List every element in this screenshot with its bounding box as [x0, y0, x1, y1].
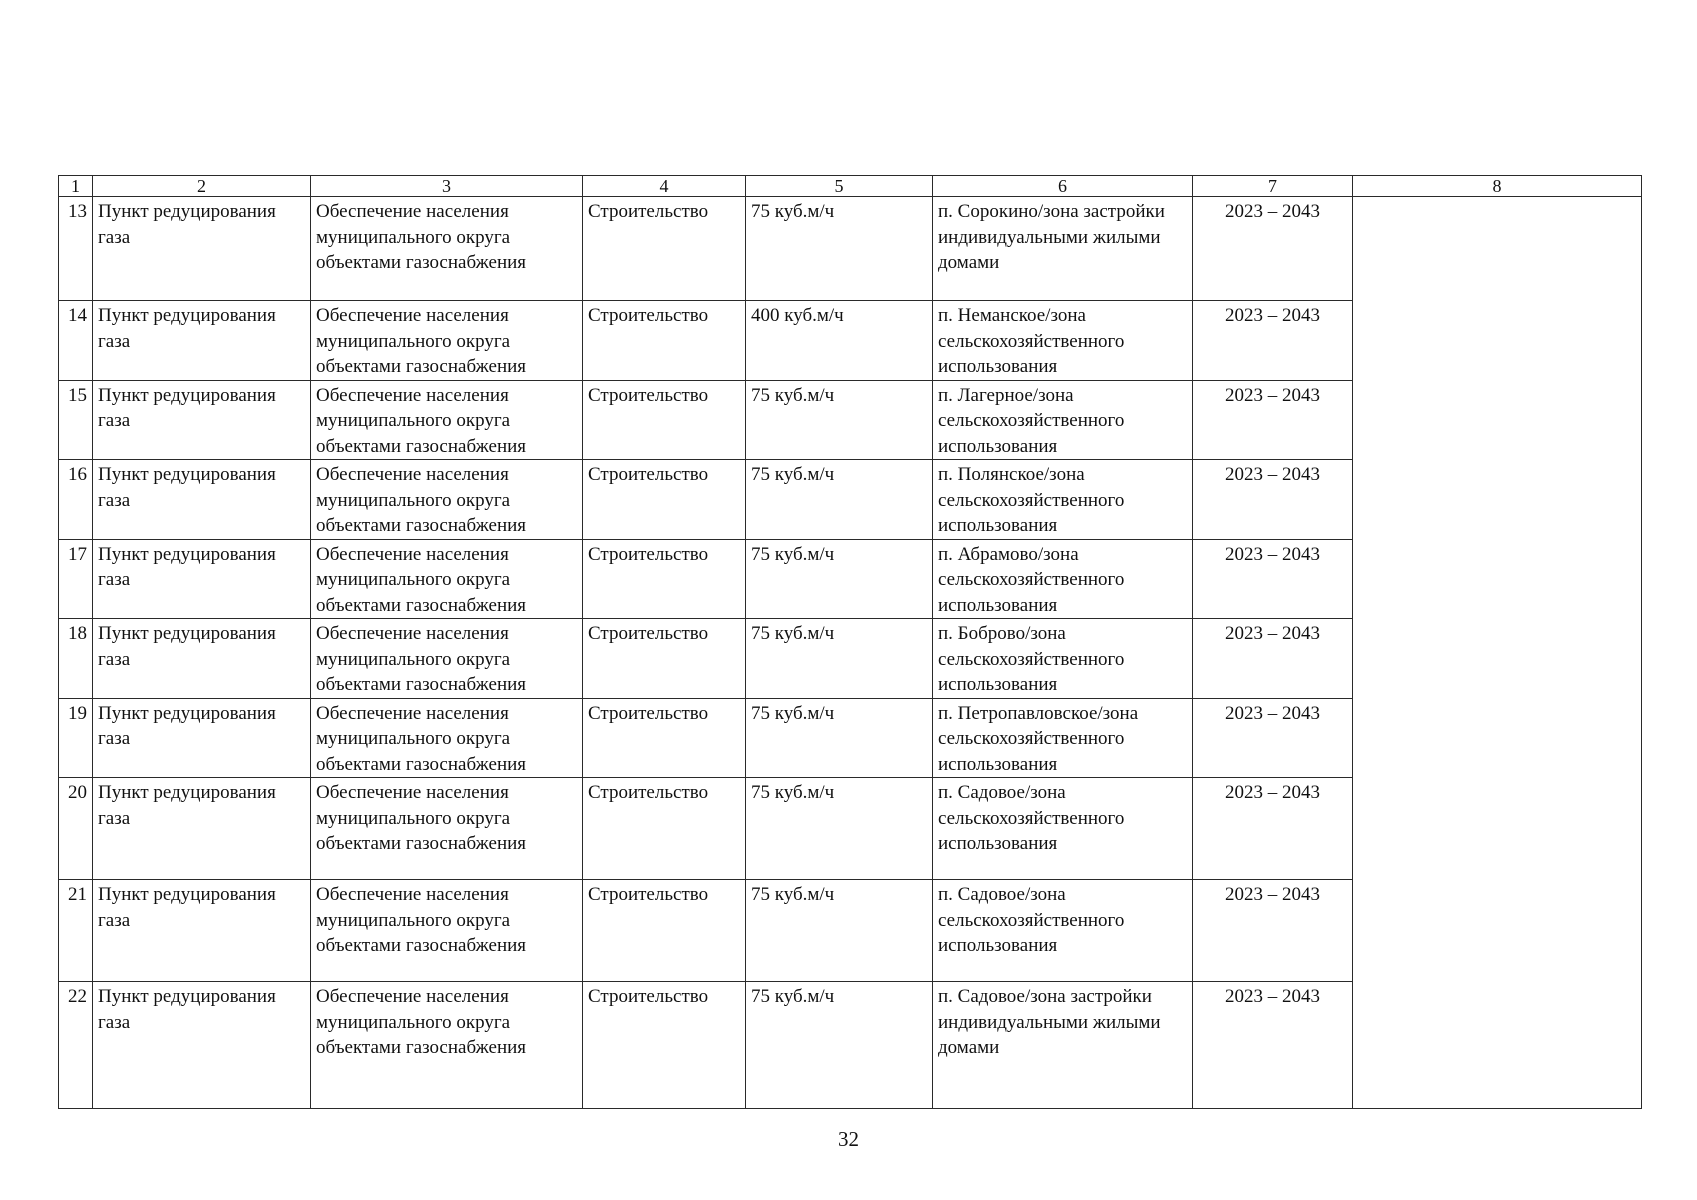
capacity: 75 куб.м/ч: [746, 460, 933, 540]
facility-purpose: Обеспечение населения муниципального округа объектами газоснабжения: [311, 880, 583, 982]
facility-purpose: Обеспечение населения муниципального округа объектами газоснабжения: [311, 197, 583, 301]
location: п. Полянское/зона сельскохозяйственного использования: [933, 460, 1193, 540]
location: п. Лагерное/зона сельскохозяйственного использования: [933, 380, 1193, 460]
location: п. Боброво/зона сельскохозяйственного использования: [933, 619, 1193, 699]
row-number: 22: [59, 982, 93, 1109]
facility-name: Пункт редуцирования газа: [93, 778, 311, 880]
facility-purpose: Обеспечение населения муниципального округа объектами газоснабжения: [311, 619, 583, 699]
capacity: 75 куб.м/ч: [746, 880, 933, 982]
row-number: 15: [59, 380, 93, 460]
capacity: 75 куб.м/ч: [746, 698, 933, 778]
work-type: Строительство: [583, 880, 746, 982]
facility-name: Пункт редуцирования газа: [93, 619, 311, 699]
facilities-table: [58, 175, 1642, 1109]
work-type: Строительство: [583, 301, 746, 381]
location: п. Садовое/зона сельскохозяйственного использования: [933, 778, 1193, 880]
column-number: 1: [59, 176, 93, 197]
location: п. Неманское/зона сельскохозяйственного использования: [933, 301, 1193, 381]
facility-name: Пункт редуцирования газа: [93, 460, 311, 540]
period: 2023 – 2043: [1193, 380, 1353, 460]
facility-name: Пункт редуцирования газа: [93, 539, 311, 619]
column-number: 4: [583, 176, 746, 197]
row-number: 17: [59, 539, 93, 619]
column-number: 7: [1193, 176, 1353, 197]
period: 2023 – 2043: [1193, 460, 1353, 540]
capacity: 75 куб.м/ч: [746, 982, 933, 1109]
facility-purpose: Обеспечение населения муниципального округа объектами газоснабжения: [311, 539, 583, 619]
work-type: Строительство: [583, 698, 746, 778]
facility-purpose: Обеспечение населения муниципального округа объектами газоснабжения: [311, 778, 583, 880]
column-8-cell: [1353, 197, 1642, 1109]
capacity: 75 куб.м/ч: [746, 539, 933, 619]
period: 2023 – 2043: [1193, 539, 1353, 619]
facility-purpose: Обеспечение населения муниципального округа объектами газоснабжения: [311, 982, 583, 1109]
location: п. Садовое/зона сельскохозяйственного использования: [933, 880, 1193, 982]
column-numbers-row: [59, 176, 1642, 197]
facility-name: Пункт редуцирования газа: [93, 698, 311, 778]
column-number: 6: [933, 176, 1193, 197]
facility-name: Пункт редуцирования газа: [93, 982, 311, 1109]
work-type: Строительство: [583, 460, 746, 540]
period: 2023 – 2043: [1193, 301, 1353, 381]
period: 2023 – 2043: [1193, 778, 1353, 880]
row-number: 20: [59, 778, 93, 880]
period: 2023 – 2043: [1193, 619, 1353, 699]
work-type: Строительство: [583, 197, 746, 301]
location: п. Сорокино/зона застройки индивидуальными жилыми домами: [933, 197, 1193, 301]
row-number: 18: [59, 619, 93, 699]
location: п. Садовое/зона застройки индивидуальными жилыми домами: [933, 982, 1193, 1109]
work-type: Строительство: [583, 778, 746, 880]
facility-name: Пункт редуцирования газа: [93, 301, 311, 381]
capacity: 75 куб.м/ч: [746, 197, 933, 301]
row-number: 16: [59, 460, 93, 540]
facility-purpose: Обеспечение населения муниципального округа объектами газоснабжения: [311, 460, 583, 540]
location: п. Петропавловское/зона сельскохозяйственного использования: [933, 698, 1193, 778]
work-type: Строительство: [583, 539, 746, 619]
capacity: 75 куб.м/ч: [746, 380, 933, 460]
row-number: 14: [59, 301, 93, 381]
row-number: 19: [59, 698, 93, 778]
capacity: 75 куб.м/ч: [746, 619, 933, 699]
facility-name: Пункт редуцирования газа: [93, 380, 311, 460]
row-number: 21: [59, 880, 93, 982]
facility-name: Пункт редуцирования газа: [93, 880, 311, 982]
facility-purpose: Обеспечение населения муниципального округа объектами газоснабжения: [311, 301, 583, 381]
work-type: Строительство: [583, 619, 746, 699]
table-row: [59, 197, 1642, 301]
work-type: Строительство: [583, 380, 746, 460]
capacity: 75 куб.м/ч: [746, 778, 933, 880]
column-number: 8: [1353, 176, 1642, 197]
period: 2023 – 2043: [1193, 698, 1353, 778]
facility-purpose: Обеспечение населения муниципального округа объектами газоснабжения: [311, 380, 583, 460]
column-number: 2: [93, 176, 311, 197]
work-type: Строительство: [583, 982, 746, 1109]
row-number: 13: [59, 197, 93, 301]
page-number: 32: [838, 1127, 859, 1151]
column-number: 5: [746, 176, 933, 197]
location: п. Абрамово/зона сельскохозяйственного использования: [933, 539, 1193, 619]
period: 2023 – 2043: [1193, 197, 1353, 301]
facility-purpose: Обеспечение населения муниципального округа объектами газоснабжения: [311, 698, 583, 778]
capacity: 400 куб.м/ч: [746, 301, 933, 381]
period: 2023 – 2043: [1193, 880, 1353, 982]
period: 2023 – 2043: [1193, 982, 1353, 1109]
facility-name: Пункт редуцирования газа: [93, 197, 311, 301]
column-number: 3: [311, 176, 583, 197]
